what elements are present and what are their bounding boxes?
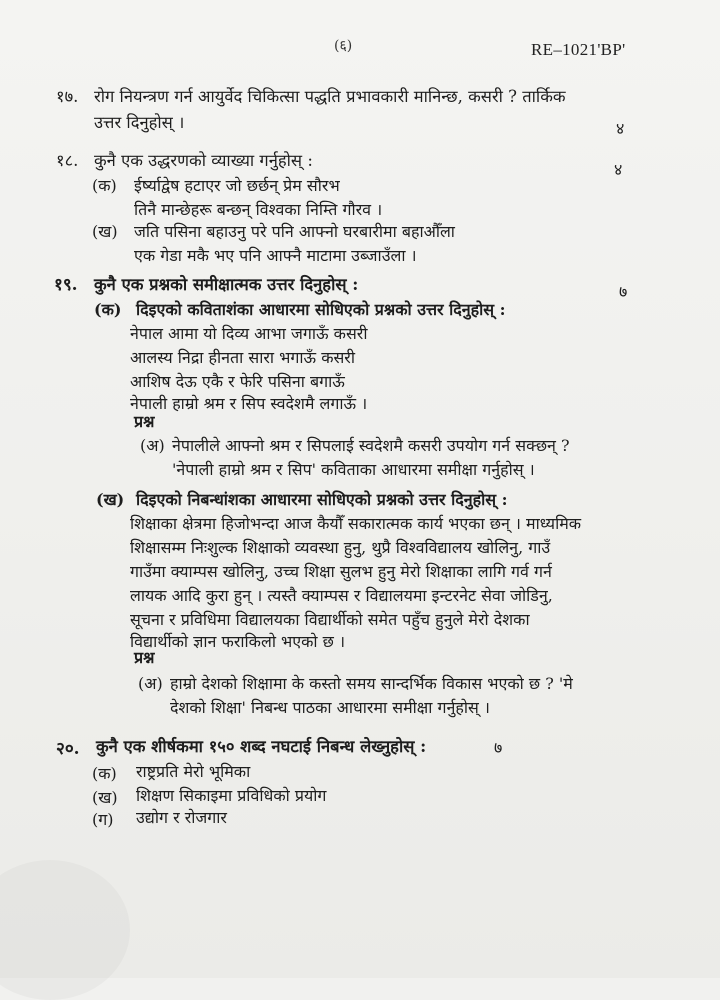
essay-topic: राष्ट्रप्रति मेरो भूमिका [136, 762, 251, 781]
question-text: उत्तर दिनुहोस् । [94, 113, 185, 132]
quote-line: एक गेडा मकै भए पनि आफ्नै माटामा उब्जाउँला । [134, 246, 417, 265]
essay-line: विद्यार्थीको ज्ञान फराकिलो भएको छ । [130, 632, 346, 651]
marks: ७ [494, 738, 503, 757]
sub-label: (अ) [138, 674, 163, 693]
marks: ४ [614, 160, 623, 179]
essay-line: शिक्षाका क्षेत्रमा हिजोभन्दा आज कैयौँ सकारात्मक कार्य भएका छन् । माध्यमिक [130, 514, 582, 533]
question-text: देशको शिक्षा' निबन्ध पाठका आधारमा समीक्षा गर्नुहोस् । [170, 698, 490, 717]
sub-label: (अ) [140, 436, 165, 455]
option-label: (ख) [92, 788, 118, 807]
sub-question-heading: दिइएको कविताशंका आधारमा सोधिएको प्रश्नको उत्तर दिनुहोस् : [136, 300, 506, 319]
question-title: कुनै एक प्रश्नको समीक्षात्मक उत्तर दिनुहोस् : [94, 275, 359, 294]
quote-line: तिनै मान्छेहरू बन्छन् विश्वका निम्ति गौरव । [134, 200, 383, 219]
question-text: हाम्रो देशको शिक्षामा के कस्तो समय सान्दर्भिक विकास भएको छ ? 'मे [170, 674, 573, 693]
essay-topic: उद्योग र रोजगार [136, 808, 227, 827]
essay-line: लायक आदि कुरा हुन् । त्यस्तै क्याम्पस र विद्यालयमा इन्टरनेट सेवा जोडिनु, [130, 586, 553, 605]
page-number: (६) [334, 38, 353, 54]
question-text: नेपालीले आफ्नो श्रम र सिपलाई स्वदेशमै कसरी उपयोग गर्न सक्छन् ? [172, 436, 570, 455]
option-label: (ख) [96, 490, 125, 509]
quote-line: जति पसिना बहाउनु परे पनि आफ्नो घरबारीमा बहाऔँला [134, 222, 455, 241]
poem-line: आशिष देऊ एकै र फेरि पसिना बगाऊँ [130, 372, 345, 391]
option-label: (क) [94, 300, 122, 319]
marks: ४ [616, 119, 625, 138]
marks: ७ [619, 282, 628, 301]
paper-code: RE–1021'BP' [531, 40, 626, 59]
essay-topic: शिक्षण सिकाइमा प्रविधिको प्रयोग [136, 786, 327, 805]
question-title: कुनै एक शीर्षकमा १५० शब्द नघटाई निबन्ध लेख्नुहोस् : [96, 737, 427, 756]
essay-line: शिक्षासम्म निःशुल्क शिक्षाको व्यवस्था हुनु, थुप्रै विश्वविद्यालय खोलिनु, गाउँ [130, 538, 551, 557]
essay-line: गाउँमा क्याम्पस खोलिनु, उच्च शिक्षा सुलभ हुनु मेरो शिक्षाका लागि गर्व गर्न [130, 562, 552, 581]
poem-line: नेपाल आमा यो दिव्य आभा जगाऊँ कसरी [130, 324, 368, 343]
quote-line: ईर्ष्याद्वेष हटाएर जो छर्छन् प्रेम सौरभ [134, 176, 340, 195]
question-text: रोग नियन्त्रण गर्न आयुर्वेद चिकित्सा पद्धति प्रभावकारी मानिन्छ, कसरी ? तार्किक [94, 87, 566, 106]
paper-stain [0, 860, 130, 1000]
option-label: (ख) [92, 222, 118, 241]
question-number: २०. [56, 739, 80, 759]
question-number: १९. [54, 275, 78, 295]
poem-line: आलस्य निद्रा हीनता सारा भगाऊँ कसरी [130, 348, 355, 367]
option-label: (ग) [92, 810, 114, 829]
prashna-label: प्रश्न [134, 412, 155, 431]
prashna-label: प्रश्न [134, 648, 155, 667]
essay-line: सूचना र प्रविधिमा विद्यालयका विद्यार्थीको समेत पहुँच हुनुले मेरो देशका [130, 610, 530, 629]
option-label: (क) [92, 764, 117, 783]
sub-question-heading: दिइएको निबन्धांशका आधारमा सोधिएको प्रश्नको उत्तर दिनुहोस् : [136, 490, 508, 509]
question-title: कुनै एक उद्धरणको व्याख्या गर्नुहोस् : [94, 151, 313, 170]
question-number: १७. [56, 87, 79, 106]
question-text: 'नेपाली हाम्रो श्रम र सिप' कविताका आधारमा समीक्षा गर्नुहोस् । [172, 460, 535, 479]
question-number: १८. [56, 151, 79, 170]
option-label: (क) [92, 176, 117, 195]
poem-line: नेपाली हाम्रो श्रम र सिप स्वदेशमै लगाऊँ । [130, 394, 368, 413]
